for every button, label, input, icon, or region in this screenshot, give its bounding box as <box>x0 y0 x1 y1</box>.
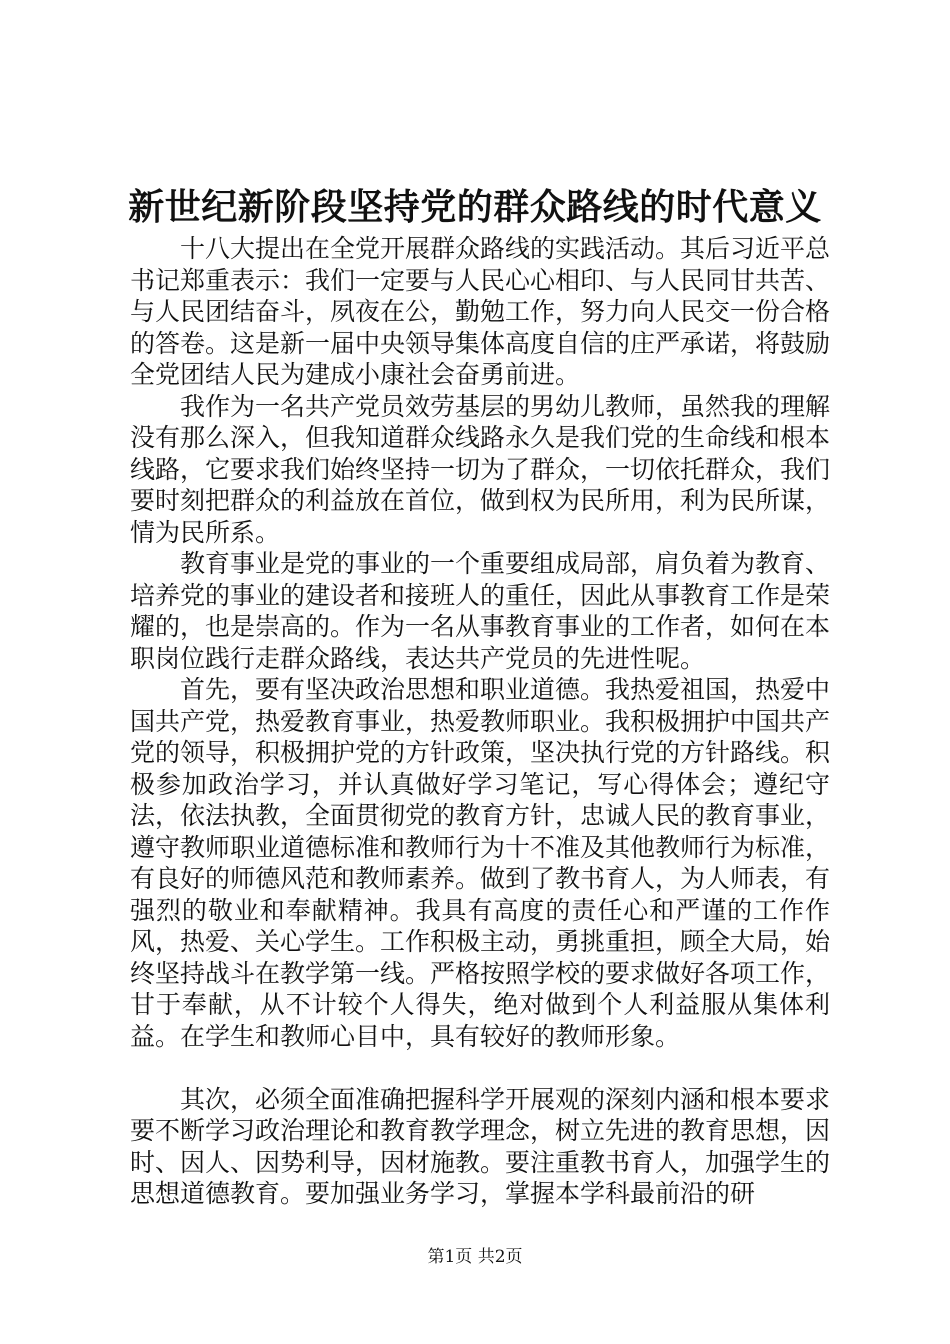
paragraph-1: 十八大提出在全党开展群众路线的实践活动。其后习近平总书记郑重表示：我们一定要与人民心心相印、与人民同甘共苦、与人民团结奋斗，夙夜在公，勤勉工作，努力向人民交一份合格的答卷。这是新一届中央领导集体高度自信的庄严承诺，将鼓励全党团结人民为建成小康社会奋勇前进。 <box>130 234 831 389</box>
page-footer: 第1页 共2页 <box>427 1247 523 1267</box>
paragraph-2: 我作为一名共产党员效劳基层的男幼儿教师，虽然我的理解没有那么深入，但我知道群众线路永久是我们党的生命线和根本线路，它要求我们始终坚持一切为了群众，一切依托群众，我们要时刻把群众的利益放在首位，做到权为民所用，利为民所谋，情为民所系。 <box>130 391 831 547</box>
paragraph-4: 首先，要有坚决政治思想和职业道德。我热爱祖国，热爱中国共产党，热爱教育事业，热爱教师职业。我积极拥护中国共产党的领导，积极拥护党的方针政策，坚决执行党的方针路线。积极参加政治学习，并认真做好学习笔记，写心得体会；遵纪守法，依法执教，全面贯彻党的教育方针，忠诚人民的教育事业，遵守教师职业道德标准和教师行为十不准及其他教师行为标准，有良好的师德风范和教师素养。做到了教书育人，为人师表，有强烈的敬业和奉献精神。我具有高度的责任心和严谨的工作作风，热爱、关心学生。工作积极主动，勇挑重担，顾全大局，始终坚持战斗在教学第一线。严格按照学校的要求做好各项工作，甘于奉献，从不计较个人得失，绝对做到个人利益服从集体利益。在学生和教师心目中，具有较好的教师形象。 <box>130 675 831 1051</box>
document-body <box>130 233 830 1210</box>
paragraph-3: 教育事业是党的事业的一个重要组成局部，肩负着为教育、培养党的事业的建设者和接班人的重任，因此从事教育工作是荣耀的，也是崇高的。作为一名从事教育事业的工作者，如何在本职岗位践行走群众路线，表达共产党员的先进性呢。 <box>130 549 831 673</box>
document-title: 新世纪新阶段坚持党的群众路线的时代意义 <box>128 186 822 228</box>
paragraph-5: 其次，必须全面准确把握科学开展观的深刻内涵和根本要求要不断学习政治理论和教育教学理念，树立先进的教育思想，因时、因人、因势利导，因材施教。要注重教书育人，加强学生的思想道德教育。要加强业务学习，掌握本学科最前沿的研 <box>130 1084 831 1208</box>
